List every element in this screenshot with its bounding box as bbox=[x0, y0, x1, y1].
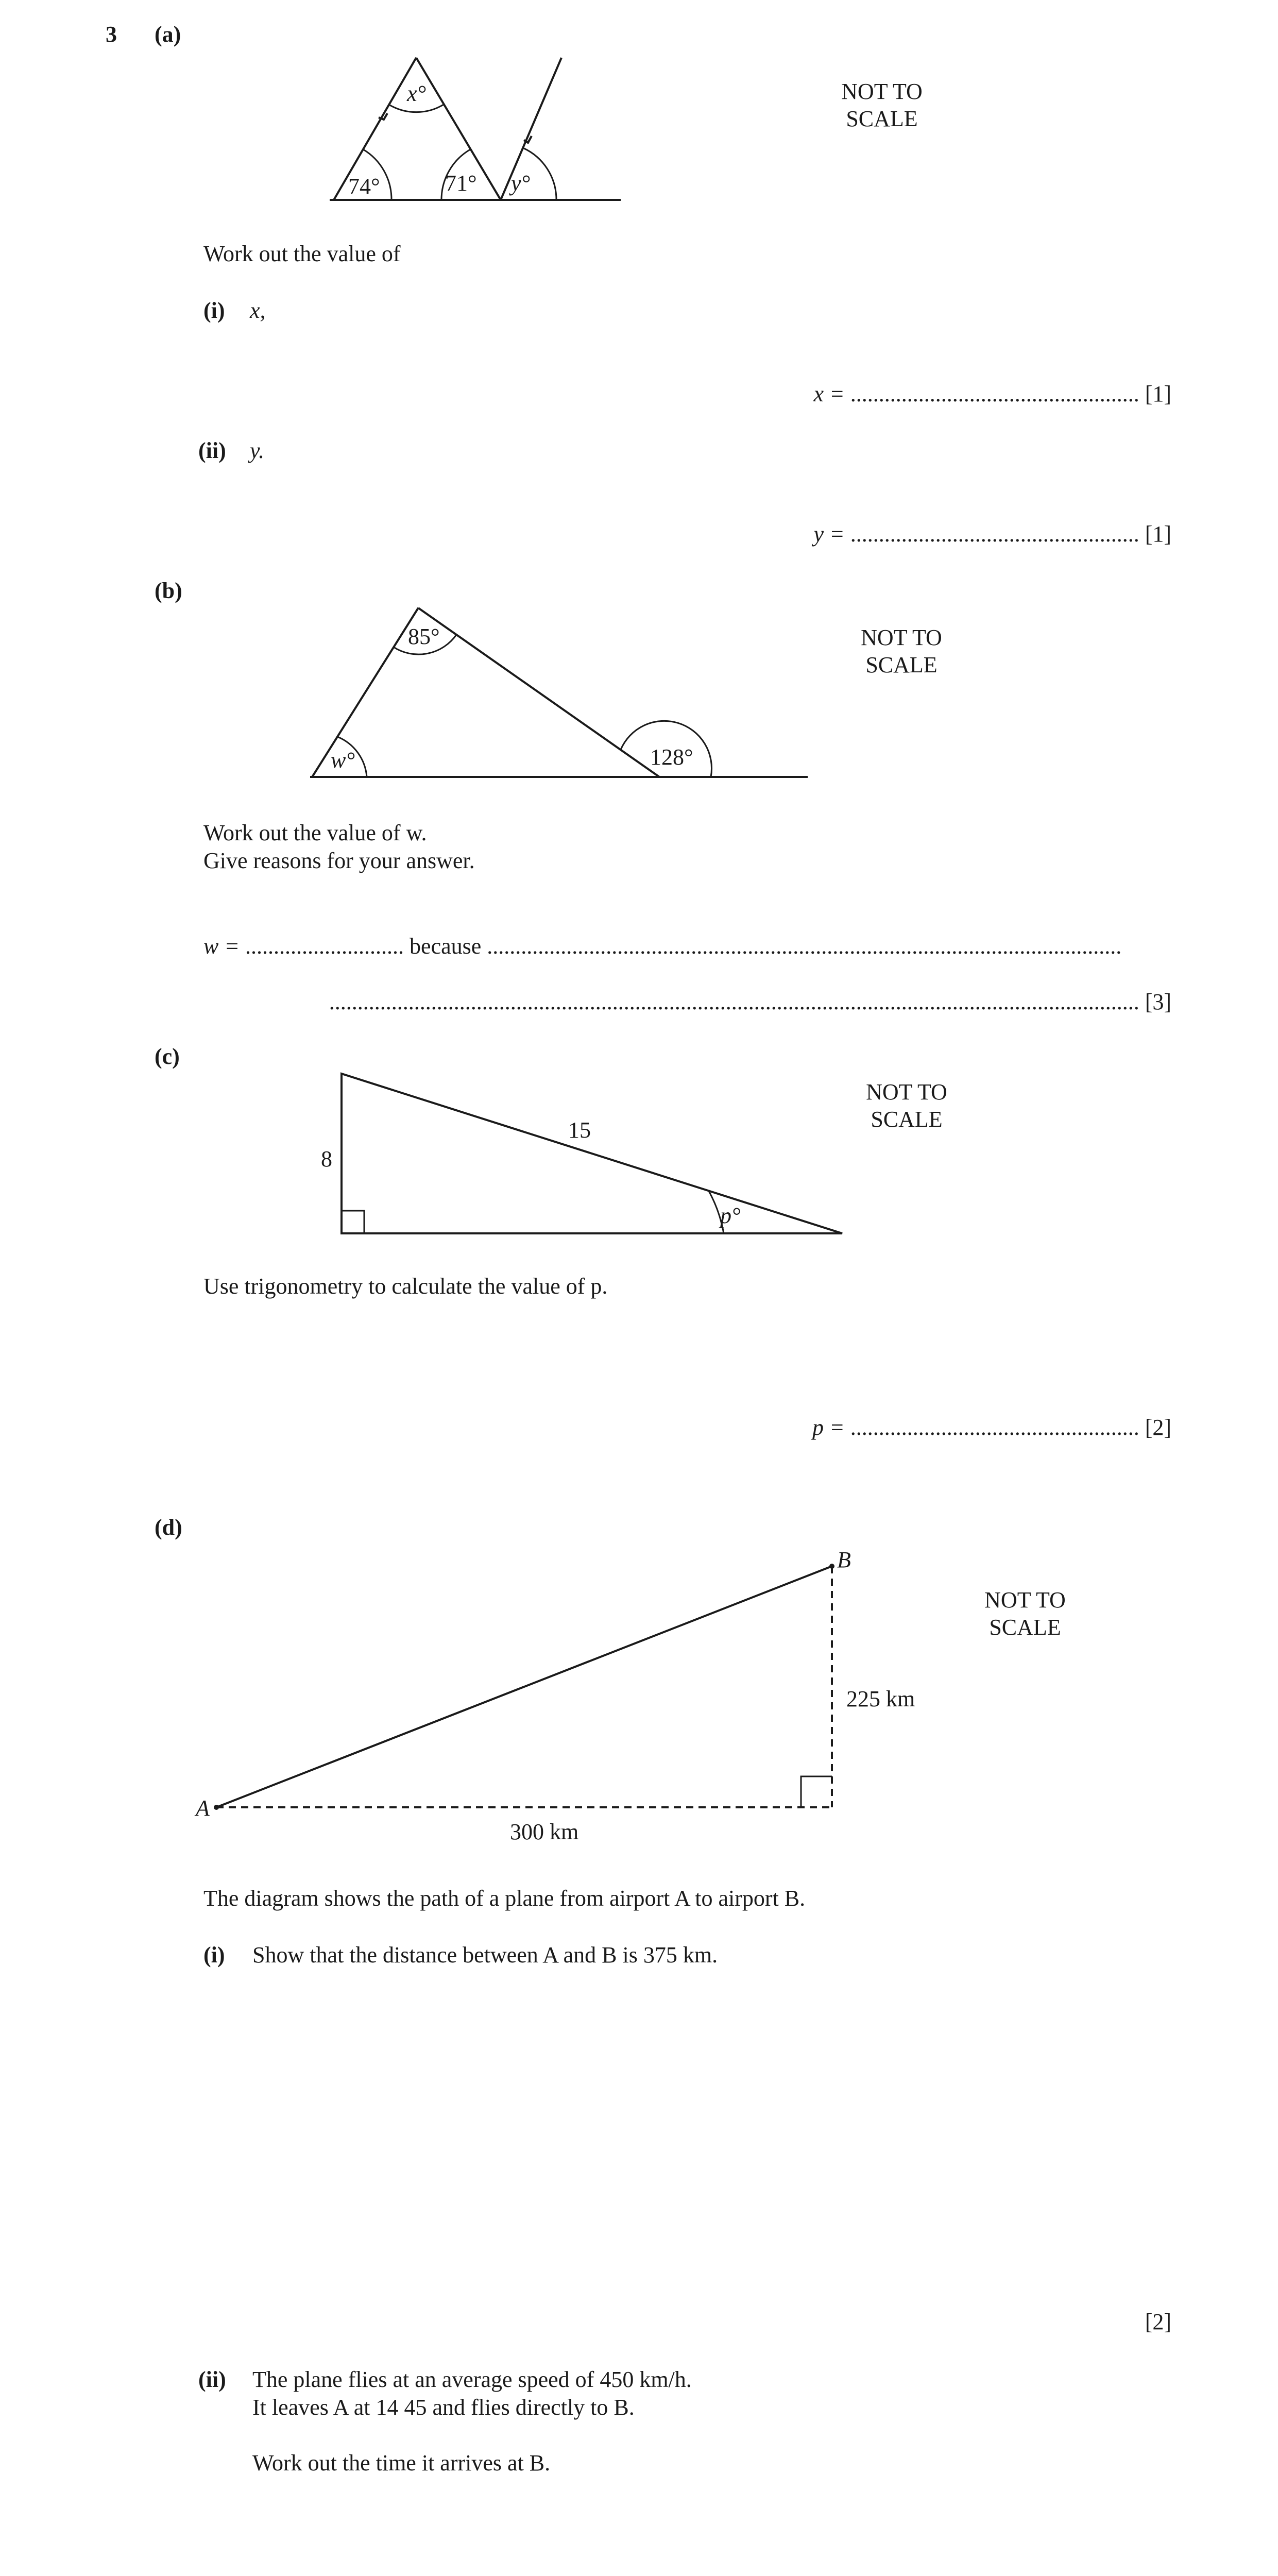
part-a-ii-text: y. bbox=[250, 438, 265, 463]
marks: [3] bbox=[1145, 989, 1171, 1014]
not-to-scale-line2: SCALE bbox=[871, 1106, 943, 1132]
part-d-not-to-scale bbox=[974, 1587, 1077, 1641]
part-b-label: (b) bbox=[155, 578, 182, 603]
part-d-prompt: The diagram shows the path of a plane from airport A to airport B. bbox=[203, 1886, 806, 1911]
angle-71-label: 71° bbox=[445, 171, 477, 196]
answer-var: w = bbox=[203, 934, 240, 959]
not-to-scale-line2: SCALE bbox=[989, 1614, 1061, 1640]
part-d-ii-line3: Work out the time it arrives at B. bbox=[252, 2450, 551, 2476]
reason-dots[interactable]: ................................................................................................................ bbox=[487, 934, 1122, 959]
answer-dots[interactable]: ................................................... bbox=[850, 381, 1139, 406]
part-a-label: (a) bbox=[155, 22, 181, 47]
angle-128-label: 128° bbox=[650, 744, 693, 770]
answer-dots[interactable]: ................................................... bbox=[850, 1415, 1139, 1440]
side-8-label: 8 bbox=[321, 1146, 332, 1172]
not-to-scale-line2: SCALE bbox=[865, 652, 938, 677]
answer-dots[interactable]: ............................ bbox=[245, 934, 404, 959]
point-b-label: B bbox=[837, 1547, 851, 1572]
angle-p-label: p° bbox=[720, 1203, 741, 1228]
angle-x-label: x° bbox=[407, 81, 427, 106]
reason-dots[interactable]: ............................................................................................................................................... bbox=[329, 989, 1139, 1014]
part-d-ii-label: (ii) bbox=[198, 2367, 226, 2392]
part-b-prompt-line1: Work out the value of w. bbox=[203, 820, 427, 845]
part-a-i-label: (i) bbox=[203, 298, 225, 323]
part-c-prompt: Use trigonometry to calculate the value of p. bbox=[203, 1274, 608, 1299]
because-text: because bbox=[410, 934, 482, 959]
angle-y-label: y° bbox=[511, 171, 531, 196]
part-d-ii-line2: It leaves A at 14 45 and flies directly to B. bbox=[252, 2395, 635, 2420]
part-d-i-marks: [2] bbox=[1145, 2309, 1171, 2334]
vertical-distance-label: 225 km bbox=[846, 1686, 915, 1711]
question-number: 3 bbox=[106, 22, 117, 47]
angle-w-label: w° bbox=[331, 748, 355, 773]
part-d-ii-line1: The plane flies at an average speed of 450 km/h. bbox=[252, 2367, 692, 2392]
horizontal-distance-label: 300 km bbox=[510, 1819, 579, 1844]
part-a-ii-label: (ii) bbox=[198, 438, 226, 463]
not-to-scale-line1: NOT TO bbox=[984, 1587, 1066, 1613]
marks: [2] bbox=[1145, 1415, 1171, 1440]
not-to-scale-line1: NOT TO bbox=[861, 625, 942, 650]
angle-85-label: 85° bbox=[408, 624, 440, 649]
part-d-label: (d) bbox=[155, 1515, 182, 1540]
marks: [1] bbox=[1145, 521, 1171, 547]
part-d-i-label: (i) bbox=[203, 1942, 225, 1968]
part-c-label: (c) bbox=[155, 1044, 180, 1069]
marks: [1] bbox=[1145, 381, 1171, 406]
answer-dots[interactable]: ................................................... bbox=[850, 521, 1139, 547]
part-a-prompt: Work out the value of bbox=[203, 241, 401, 266]
answer-var: x = bbox=[813, 381, 845, 406]
part-d-i-text: Show that the distance between A and B is 375 km. bbox=[252, 1942, 718, 1968]
not-to-scale-line2: SCALE bbox=[846, 106, 918, 131]
not-to-scale-line1: NOT TO bbox=[841, 79, 923, 104]
not-to-scale-line1: NOT TO bbox=[866, 1079, 947, 1105]
answer-var: p = bbox=[812, 1415, 845, 1440]
answer-var: y = bbox=[813, 521, 845, 547]
part-b-prompt-line2: Give reasons for your answer. bbox=[203, 848, 475, 873]
part-a-i-text: x, bbox=[250, 298, 266, 323]
side-15-label: 15 bbox=[568, 1117, 591, 1143]
angle-74-label: 74° bbox=[348, 174, 380, 199]
point-a-label: A bbox=[196, 1795, 210, 1821]
